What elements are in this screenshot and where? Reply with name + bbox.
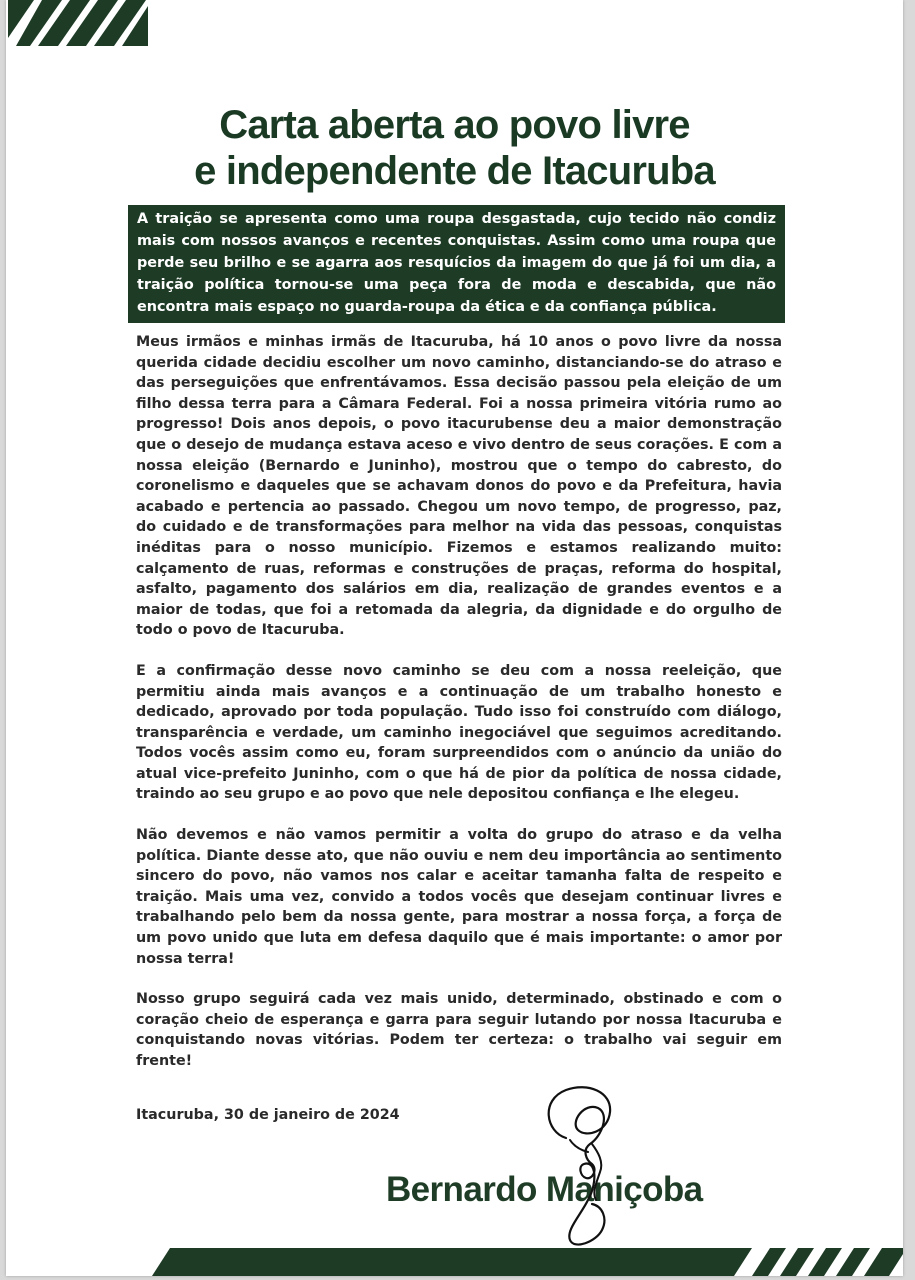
paragraph-3: Não devemos e não vamos permitir a volta do grupo do atraso e da velha política. Diante desse ato, que não ouviu e nem deu importância ao sentimento sincero do povo, não vamos nos calar e aceitar tamanha falta de respeito e traição. Mais uma vez, convido a todos vocês que desejam continuar livres e trabalhando pelo bem da nossa gente, para mostrar a nossa força, a força de um povo unido que luta em defesa daquilo que é mais importante: o amor por nossa terra! — [136, 827, 782, 967]
decorative-stripes-bottom — [152, 1248, 903, 1276]
letter-title — [6, 102, 903, 194]
paragraph-4: Nosso grupo seguirá cada vez mais unido, determinado, obstinado e com o coração cheio de esperança e garra para seguir lutando por nossa Itacuruba e conquistando novas vitórias. Podem ter certeza: o trabalho vai seguir em frente! — [136, 991, 782, 1069]
title-line-1: Carta aberta ao povo livre — [219, 103, 690, 147]
title-line-2: e independente de Itacuruba — [194, 149, 715, 193]
signature-name: Bernardo Maniçoba — [386, 1170, 703, 1209]
handwritten-signature — [526, 1080, 636, 1250]
letter-body — [136, 332, 782, 1092]
letter-page — [6, 0, 903, 1276]
paragraph-2: E a confirmação desse novo caminho se deu com a nossa reeleição, que permitiu ainda mais avanços e a continuação de um trabalho honesto e dedicado, aprovado por toda população. Tudo isso foi construído com diálogo, transparência e verdade, um caminho inegociável que seguimos acreditando. Todos vocês assim como eu, foram surpreendidos com o anúncio da união do atual vice-prefeito Juninho, com o que há de pior da política de nossa cidade, traindo ao seu grupo e ao povo que nele depositou confiança e lhe elegeu. — [136, 662, 782, 803]
paragraph-1: Meus irmãos e minhas irmãs de Itacuruba, há 10 anos o povo livre da nossa querida cidade decidiu escolher um novo caminho, distanciando-se do atraso e das perseguições que enfrentávamos. Essa decisão passou pela eleição de um filho dessa terra para a Câmara Federal. Foi a nossa primeira vitória rumo ao progresso! Dois anos depois, o povo itacurubense deu a maior demonstração que o desejo de mudança estava aceso e vivo dentro de seus corações. E com a nossa eleição (Bernardo e Juninho), mostrou que o tempo do cabresto, do coronelismo e daqueles que se achavam donos do povo e da Prefeitura, havia acabado e pertencia ao passado. Chegou um novo tempo, de progresso, paz, do cuidado e de transformações para melhor na vida das pessoas, conquistas inéditas para o nosso município. Fizemos e estamos realizando muito: calçamento de ruas, reformas e construções de praças, reforma do hospital, asfalto, pagamento dos salários em dia, realização de grandes eventos e a maior de todas, que foi a retomada da alegria, da dignidade e do orgulho de todo o povo de Itacuruba. — [136, 334, 782, 639]
intro-box: A traição se apresenta como uma roupa desgastada, cujo tecido não condiz mais com nossos avanços e recentes conquistas. Assim como uma roupa que perde seu brilho e se agarra aos resquícios da imagem do que já foi um dia, a traição política tornou-se uma peça fora de moda e descabida, que não encontra mais espaço no guarda-roupa da ética e da confiança pública. — [128, 205, 785, 323]
date-line: Itacuruba, 30 de janeiro de 2024 — [136, 1107, 400, 1123]
decorative-stripes-top — [8, 0, 148, 46]
